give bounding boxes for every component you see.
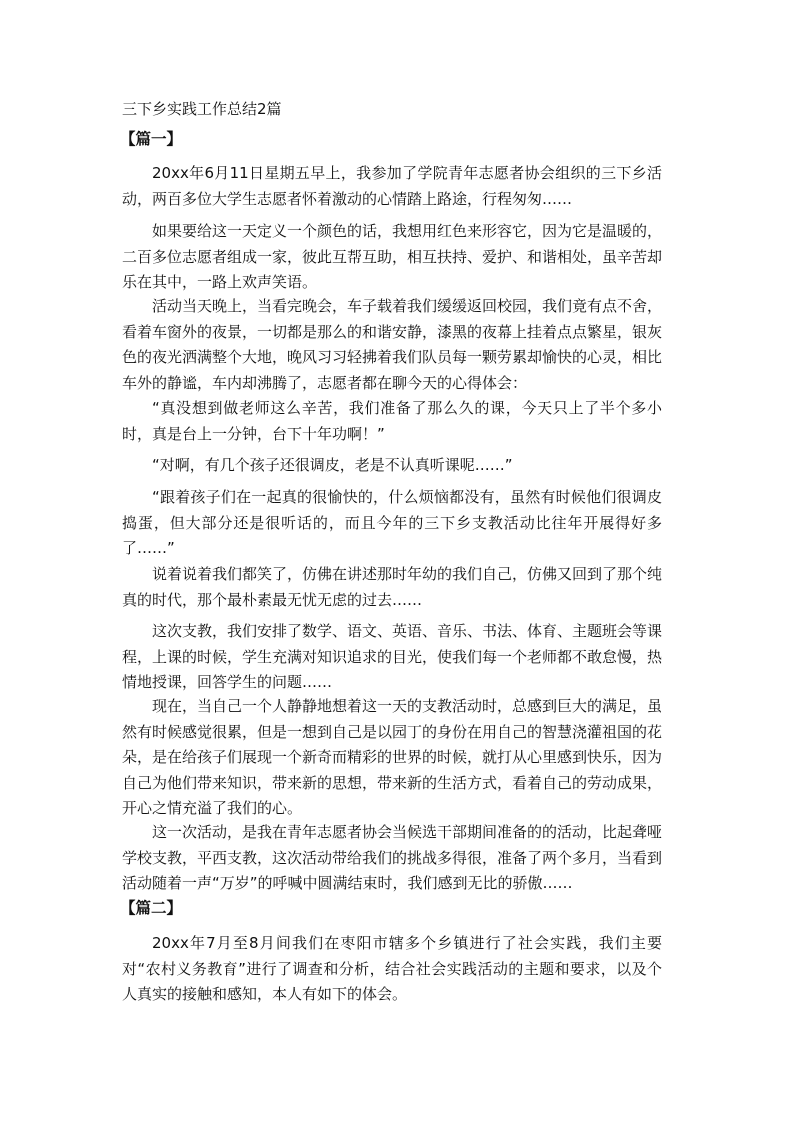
quote-paragraph: “真没想到做老师这么辛苦，我们准备了那么久的课，今天只上了半个多小时，真是台上一分钟，台下十年功啊！” (122, 399, 662, 443)
document-title: 三下乡实践工作总结2篇 (122, 100, 282, 118)
paragraph: 20xx年6月11日星期五早上，我参加了学院青年志愿者协会组织的三下乡活动，两百多位大学生志愿者怀着激动的心情踏上路途，行程匆匆…… (122, 164, 662, 208)
paragraph: 这一次活动，是我在青年志愿者协会当候选干部期间准备的的活动，比起聋哑学校支教，平西支教，这次活动带给我们的挑战多得很，准备了两个多月，当看到活动随着一声“万岁”的呼喊中圆满结束时，我们感到无比的骄傲…… (122, 823, 663, 892)
paragraph: 如果要给这一天定义一个颜色的话，我想用红色来形容它，因为它是温暖的，二百多位志愿者组成一家，彼此互帮互助，相互扶持、爱护、和谐相处，虽辛苦却乐在其中，一路上欢声笑语。 (122, 222, 663, 291)
paragraph: 20xx年7月至8月间我们在枣阳市辖多个乡镇进行了社会实践，我们主要对“农村义务教育”进行了调查和分析，结合社会实践活动的主题和要求，以及个人真实的接触和感知，本人有如下的体会。 (122, 934, 662, 1003)
paragraph: 这次支教，我们安排了数学、语文、英语、音乐、书法、体育、主题班会等课程，上课的时候，学生充满对知识追求的目光，使我们每一个老师都不敢怠慢，热情地授课，回答学生的问题…… (122, 622, 663, 691)
quote-paragraph: “跟着孩子们在一起真的很愉快的，什么烦恼都没有，虽然有时候他们很调皮捣蛋，但大部分还是很听话的，而且今年的三下乡支教活动比往年开展得好多了……” (122, 488, 662, 557)
paragraph: 说着说着我们都笑了，仿佛在讲述那时年幼的我们自己，仿佛又回到了那个纯真的时代，那个最朴素最无忧无虑的过去…… (122, 565, 663, 609)
section-heading-1: 【篇一】 (120, 130, 183, 148)
paragraph: 现在，当自己一个人静静地想着这一天的支教活动时，总感到巨大的满足，虽然有时候感觉很累，但是一想到自己是以园丁的身份在用自己的智慧浇灌祖国的花朵，是在给孩子们展现一个新奇而精彩的世界的时候，就打从心里感到快乐，因为自己为他们带来知识，带来新的思想，带来新的生活方式，看着自己的劳动成果，开心之情充溢了我们的心。 (122, 697, 663, 817)
quote-paragraph: “对啊，有几个孩子还很调皮，老是不认真听课呢……” (152, 456, 513, 474)
paragraph: 活动当天晚上，当看完晚会，车子载着我们缓缓返回校园，我们竟有点不舍，看着车窗外的夜景，一切都是那么的和谐安静，漆黑的夜幕上挂着点点繁星，银灰色的夜光洒满整个大地，晚风习习轻拂着我们队员每一颗劳累却愉快的心灵，相比车外的静谧，车内却沸腾了，志愿者都在聊今天的心得体会： (122, 297, 663, 392)
section-heading-2: 【篇二】 (120, 899, 183, 917)
